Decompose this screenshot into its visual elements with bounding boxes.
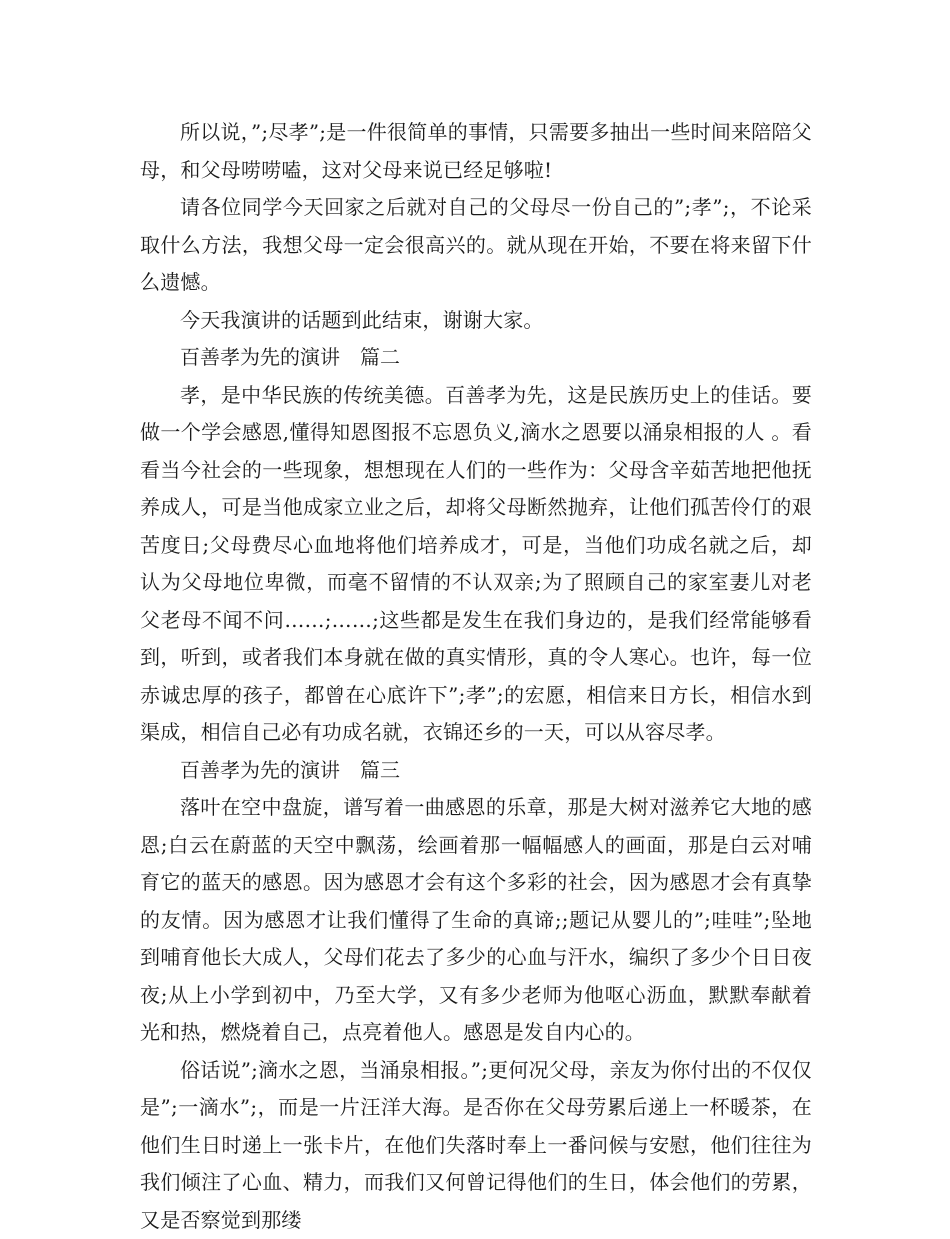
- section-heading: 百善孝为先的演讲 篇三: [140, 752, 812, 790]
- paragraph: 孝，是中华民族的传统美德。百善孝为先，这是民族历史上的佳话。要做一个学会感恩,懂得知恩图报不忘恩负义,滴水之恩要以涌泉相报的人 。看看当今社会的一些现象，想想现在人们的一些作为：父母含辛茹苦地把他抚养成人，可是当他成家立业之后，却将父母断然抛弃，让他们孤苦伶仃的艰苦度日;父母费尽心血地将他们培养成才，可是，当他们功成名就之后，却认为父母地位卑微，而毫不留情的不认双亲;为了照顾自己的家室妻儿对老父老母不闻不问……;……;这些都是发生在我们身边的，是我们经常能够看到，听到，或者我们本身就在做的真实情形，真的令人寒心。也许，每一位赤诚忠厚的孩子，都曾在心底许下”;孝”;的宏愿，相信来日方长，相信水到渠成，相信自己必有功成名就，衣锦还乡的一天，可以从容尽孝。: [140, 377, 812, 752]
- paragraph: 所以说，”;尽孝”;是一件很简单的事情，只需要多抽出一些时间来陪陪父母，和父母唠唠嗑，这对父母来说已经足够啦!: [140, 114, 812, 189]
- document-body: [140, 114, 812, 1239]
- paragraph: 落叶在空中盘旋，谱写着一曲感恩的乐章，那是大树对滋养它大地的感恩;白云在蔚蓝的天空中飘荡，绘画着那一幅幅感人的画面，那是白云对哺育它的蓝天的感恩。因为感恩才会有这个多彩的社会，因为感恩才会有真挚的友情。因为感恩才让我们懂得了生命的真谛;;题记从婴儿的”;哇哇”;坠地到哺育他长大成人，父母们花去了多少的心血与汗水，编织了多少个日日夜夜;从上小学到初中，乃至大学，又有多少老师为他呕心沥血，默默奉献着光和热，燃烧着自己，点亮着他人。感恩是发自内心的。: [140, 789, 812, 1052]
- paragraph: 俗话说”;滴水之恩，当涌泉相报。”;更何况父母，亲友为你付出的不仅仅是”;一滴水”;，而是一片汪洋大海。是否你在父母劳累后递上一杯暖茶，在他们生日时递上一张卡片，在他们失落时奉上一番问候与安慰，他们往往为我们倾注了心血、精力，而我们又何曾记得他们的生日，体会他们的劳累，又是否察觉到那缕: [140, 1052, 812, 1239]
- paragraph: 今天我演讲的话题到此结束，谢谢大家。: [140, 302, 812, 340]
- paragraph: 请各位同学今天回家之后就对自己的父母尽一份自己的”;孝”;，不论采取什么方法，我想父母一定会很高兴的。就从现在开始，不要在将来留下什么遗憾。: [140, 189, 812, 302]
- section-heading: 百善孝为先的演讲 篇二: [140, 339, 812, 377]
